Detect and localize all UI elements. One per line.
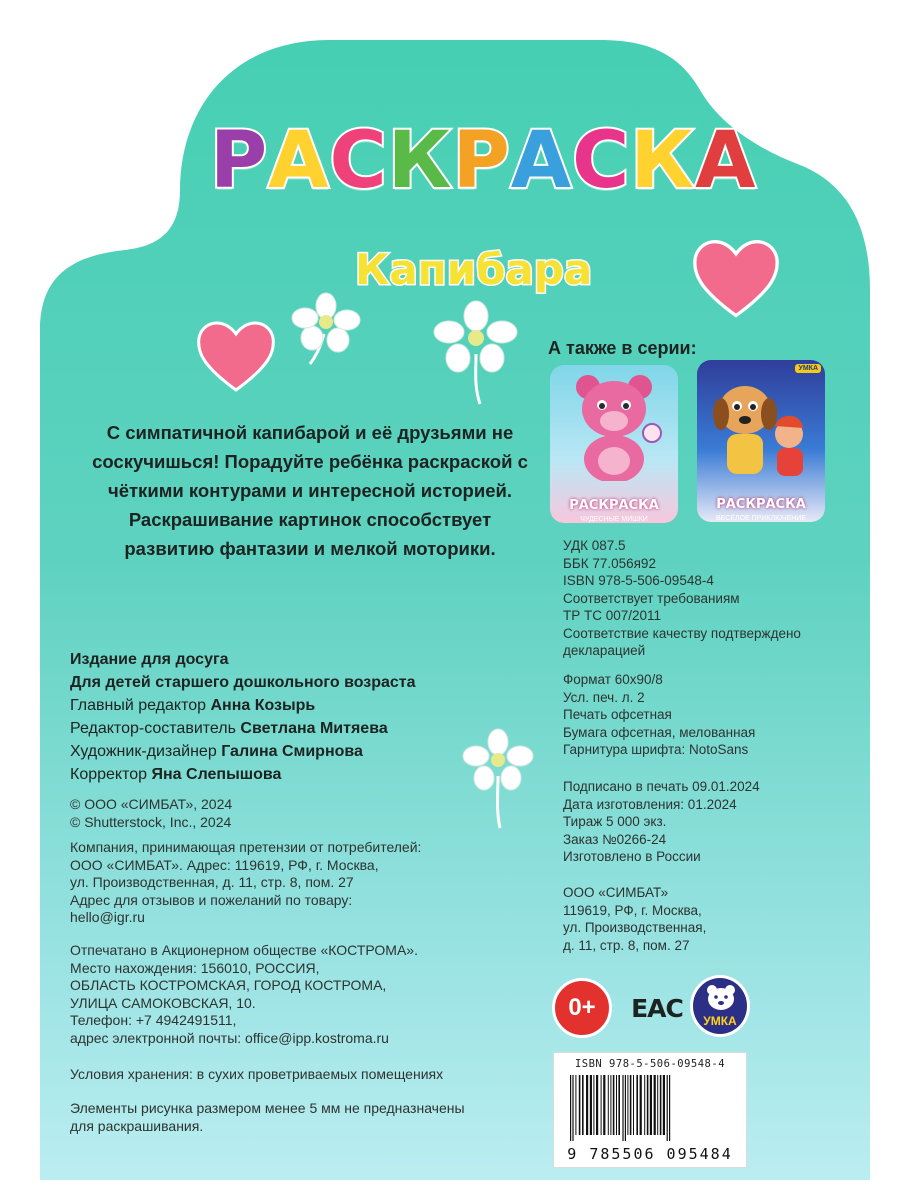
title-letter: К bbox=[387, 116, 453, 206]
brand-badge: УМКА bbox=[795, 364, 821, 373]
credit-line bbox=[70, 717, 416, 740]
series-book-subtitle: ВЕСЁЛОЕ ПРИКЛЮЧЕНИЕ bbox=[715, 515, 807, 522]
series-book-title: РАСКРАСКА bbox=[716, 497, 806, 512]
title-letter: А bbox=[695, 116, 757, 206]
barcode-bar bbox=[596, 1075, 598, 1135]
barcode-bar bbox=[636, 1075, 638, 1135]
copyright-line: © ООО «СИМБАТ», 2024 bbox=[70, 796, 233, 812]
credit-line bbox=[70, 740, 416, 763]
credit-role: Редактор-составитель bbox=[70, 720, 236, 737]
warning-block bbox=[70, 1100, 465, 1135]
flower-icon bbox=[462, 728, 534, 832]
barcode-bar bbox=[657, 1075, 658, 1135]
dog-illustration-icon bbox=[705, 374, 817, 484]
barcode-bar bbox=[618, 1075, 620, 1135]
description-text: С симпатичной капибарой и её друзьями не соскучишься! Порадуйте ребёнка раскраской с чёткими контурами и интересной историей. Раскрашивание картинок способствует развитию фантазии и мелкой моторики. bbox=[92, 422, 528, 559]
age-rating-badge bbox=[552, 978, 612, 1038]
credit-role: Корректор bbox=[70, 766, 148, 783]
series-book-subtitle: ЧУДЕСНЫЕ МИШКИ bbox=[580, 516, 648, 523]
printer-line: Место нахождения: 156010, РОССИЯ, bbox=[70, 959, 320, 976]
print-info: Подписано в печать 09.01.2024 Дата изготовления: 01.2024 Тираж 5 000 экз. Заказ №0266-24 Изготовлено в России bbox=[563, 779, 760, 864]
credits-block bbox=[70, 648, 416, 786]
book-subtitle: Капибара bbox=[355, 245, 593, 294]
bear-logo-icon bbox=[703, 982, 739, 1012]
age-group: Для детей старшего дошкольного возраста bbox=[70, 674, 416, 691]
barcode bbox=[553, 1052, 747, 1168]
storage-conditions bbox=[70, 1066, 443, 1084]
eac-mark-icon bbox=[631, 990, 683, 1026]
barcode-digits: 9 785506 095484 bbox=[567, 1145, 733, 1163]
credit-name: Анна Козырь bbox=[210, 697, 316, 714]
warning-line: Элементы рисунка размером менее 5 мм не предназначены bbox=[70, 1100, 465, 1116]
barcode-bar bbox=[640, 1075, 642, 1135]
barcode-bar bbox=[579, 1075, 581, 1135]
barcode-bar bbox=[663, 1075, 665, 1135]
barcode-bar bbox=[575, 1075, 576, 1135]
barcode-bar bbox=[654, 1075, 656, 1135]
copyright-block bbox=[70, 796, 232, 831]
barcode-bar bbox=[582, 1075, 584, 1135]
barcode-bar bbox=[603, 1075, 605, 1135]
title-letter: С bbox=[329, 116, 388, 206]
series-book-title: РАСКРАСКА bbox=[569, 498, 659, 513]
publisher-address: ООО «СИМБАТ» 119619, РФ, г. Москва, ул. Производственная, д. 11, стр. 8, пом. 27 bbox=[563, 885, 707, 953]
title-letter: А bbox=[510, 116, 573, 206]
barcode-bar bbox=[627, 1075, 628, 1135]
heart-left-icon bbox=[195, 316, 277, 394]
flower-icon bbox=[290, 292, 370, 372]
title-letter: Р bbox=[452, 116, 511, 206]
printer-line: Отпечатано в Акционерном обществе «КОСТРОМА». bbox=[70, 942, 418, 958]
company-line: Компания, принимающая претензии от потребителей: bbox=[70, 839, 422, 855]
barcode-bar bbox=[622, 1075, 623, 1141]
company-block bbox=[70, 839, 421, 927]
barcode-bar bbox=[669, 1075, 670, 1141]
book-title bbox=[210, 116, 757, 206]
format-info: Формат 60х90/8 Усл. печ. л. 2 Печать офсетная Бумага офсетная, мелованная Гарнитура шрифта: NotoSans bbox=[563, 672, 756, 757]
warning-line: для раскрашивания. bbox=[70, 1117, 204, 1134]
company-email: hello@igr.ru bbox=[70, 909, 145, 925]
barcode-bar bbox=[570, 1075, 571, 1141]
company-line: ООО «СИМБАТ». Адрес: 119619, РФ, г. Москва, bbox=[70, 856, 379, 873]
company-line: Адрес для отзывов и пожеланий по товару: bbox=[70, 891, 353, 908]
credit-name: Яна Слепышова bbox=[151, 766, 282, 783]
series-book-cover[interactable] bbox=[550, 365, 678, 523]
barcode-bar bbox=[601, 1075, 602, 1135]
eac-mark-text: EAC bbox=[631, 993, 683, 1023]
title-letter: Р bbox=[210, 116, 269, 206]
publication-codes: УДК 087.5 ББК 77.056я92 ISBN 978-5-506-09548-4 Соответствует требованиям ТР ТС 007/2011 Соответствие качеству подтверждено декларацией bbox=[563, 538, 801, 658]
bear-illustration-icon bbox=[564, 371, 664, 481]
credit-line bbox=[70, 694, 416, 717]
title-letter: С bbox=[572, 116, 631, 206]
title-letter: К bbox=[630, 116, 696, 206]
barcode-bars bbox=[568, 1075, 734, 1141]
title-letter: А bbox=[268, 116, 330, 206]
barcode-bar bbox=[590, 1075, 592, 1135]
barcode-bar bbox=[647, 1075, 649, 1135]
barcode-bar bbox=[644, 1075, 645, 1135]
printer-line: УЛИЦА САМОКОВСКАЯ, 10. bbox=[70, 994, 256, 1011]
edition-type: Издание для досуга bbox=[70, 651, 229, 668]
flower-icon bbox=[432, 300, 522, 410]
printer-block bbox=[70, 942, 418, 1047]
barcode-bar bbox=[630, 1075, 632, 1135]
barcode-bar bbox=[667, 1075, 668, 1141]
series-book-cover[interactable] bbox=[697, 360, 825, 522]
heart-right-icon bbox=[690, 234, 782, 320]
barcode-bar bbox=[616, 1075, 617, 1135]
barcode-bar bbox=[610, 1075, 611, 1135]
barcode-bar bbox=[593, 1075, 594, 1135]
printer-line: адрес электронной почты: office@ipp.kostroma.ru bbox=[70, 1029, 389, 1046]
company-line: ул. Производственная, д. 11, стр. 8, пом. 27 bbox=[70, 874, 354, 890]
barcode-bar bbox=[572, 1075, 573, 1141]
printer-line: Телефон: +7 4942491511, bbox=[70, 1012, 237, 1028]
brand-logo bbox=[690, 975, 750, 1037]
barcode-bar bbox=[586, 1075, 588, 1135]
barcode-bar bbox=[625, 1075, 626, 1141]
credit-role: Художник-дизайнер bbox=[70, 743, 217, 760]
copyright-line: © Shutterstock, Inc., 2024 bbox=[70, 813, 232, 830]
barcode-bar bbox=[608, 1075, 609, 1135]
barcode-bar bbox=[613, 1075, 615, 1135]
credit-role: Главный редактор bbox=[70, 697, 207, 714]
barcode-isbn: ISBN 978-5-506-09548-4 bbox=[574, 1058, 726, 1070]
credit-line bbox=[70, 763, 416, 786]
series-heading: А также в серии: bbox=[548, 338, 697, 358]
barcode-bar bbox=[633, 1075, 634, 1135]
storage-text: Условия хранения: в сухих проветриваемых помещениях bbox=[70, 1066, 444, 1082]
age-rating-text: 0+ bbox=[568, 994, 596, 1021]
barcode-bar bbox=[660, 1075, 662, 1135]
credit-name: Галина Смирнова bbox=[221, 743, 363, 760]
printer-line: ОБЛАСТЬ КОСТРОМСКАЯ, ГОРОД КОСТРОМА, bbox=[70, 977, 387, 993]
barcode-bar bbox=[650, 1075, 652, 1135]
credit-name: Светлана Митяева bbox=[240, 720, 388, 737]
brand-logo-text: УМКА bbox=[703, 1014, 737, 1028]
